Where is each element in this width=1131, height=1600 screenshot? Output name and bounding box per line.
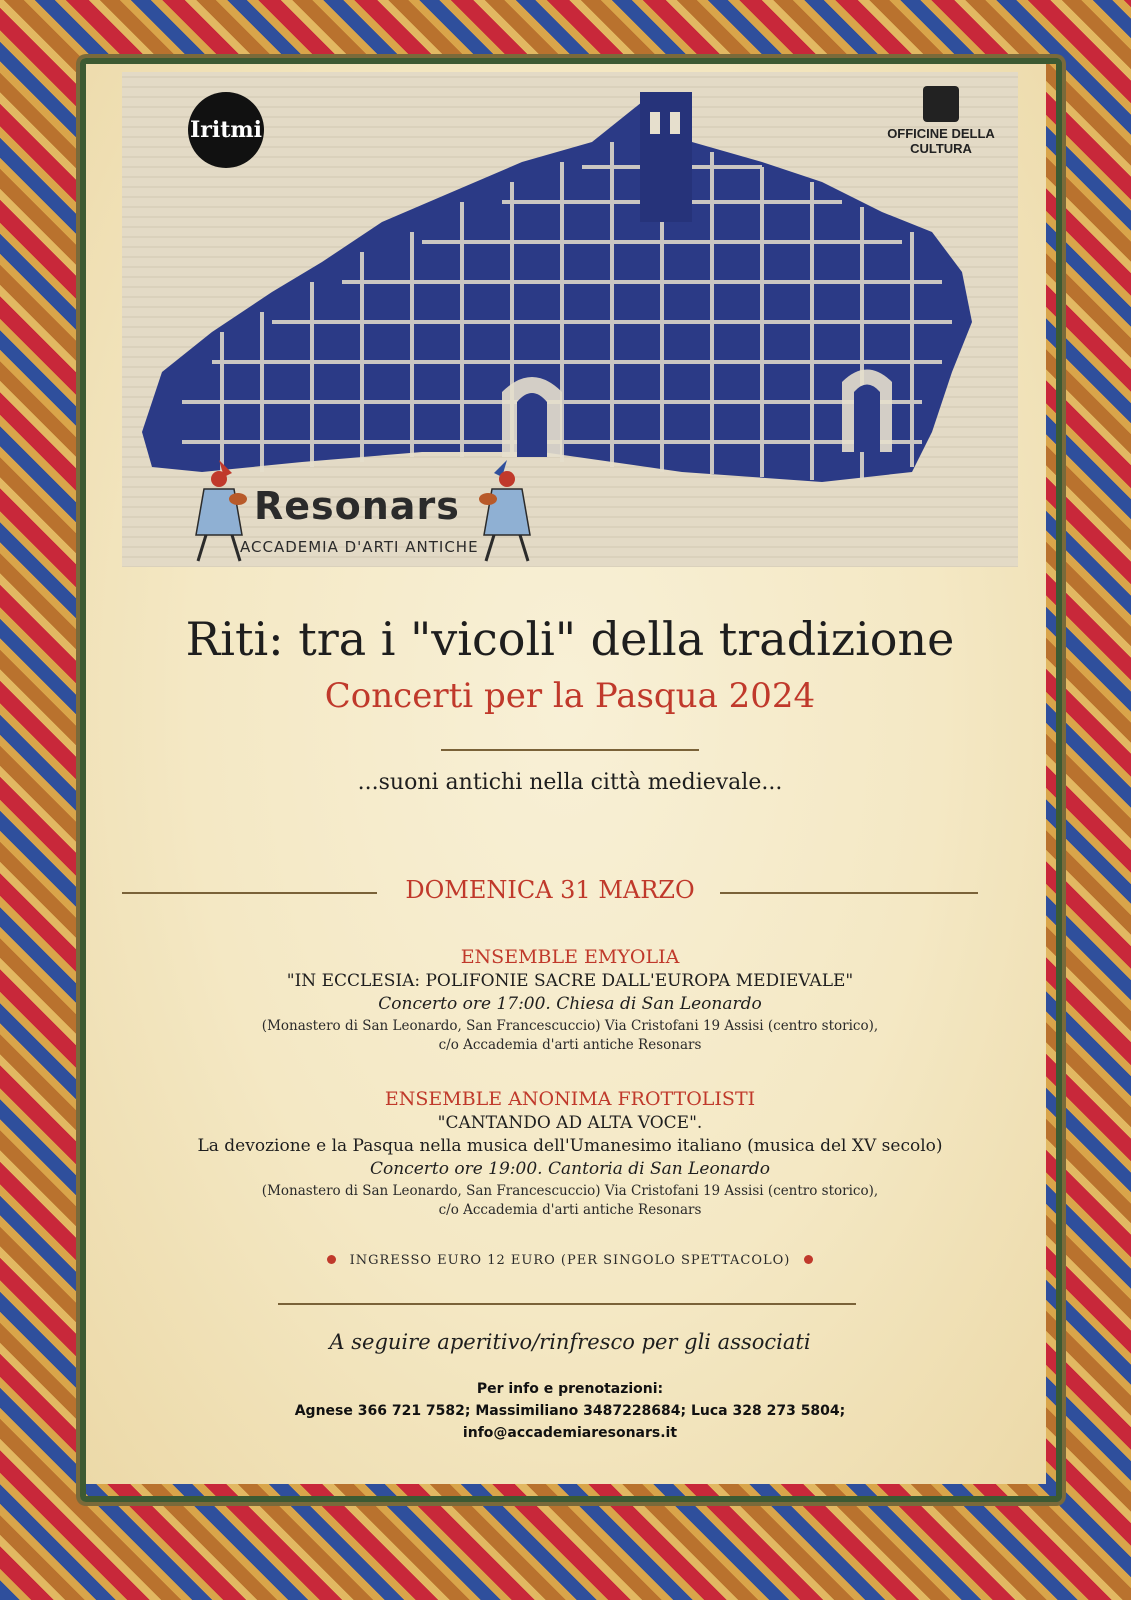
info-email[interactable]: info@accademiaresonars.it — [462, 1425, 678, 1441]
page-title: Riti: tra i "vicoli" della tradizione — [185, 612, 955, 666]
ensemble-name: ENSEMBLE EMYOLIA — [460, 946, 680, 968]
venue-host: c/o Accademia d'arti antiche Resonars — [438, 1037, 702, 1053]
ingresso-price: INGRESSO EURO 12 EURO (PER SINGOLO SPETTACOLO) — [349, 1253, 791, 1268]
info-contacts: Agnese 366 721 7582; Massimiliano 3487228684; Luca 328 273 5804; — [294, 1403, 846, 1419]
concert-time-place: Concerto ore 17:00. Chiesa di San Leonardo — [378, 994, 762, 1014]
officine-mark-icon — [923, 86, 959, 122]
page-subtitle: Concerti per la Pasqua 2024 — [324, 676, 816, 716]
jester-figure-right-icon — [472, 455, 542, 565]
concert-time-place: Concerto ore 19:00. Cantoria di San Leonardo — [369, 1159, 771, 1179]
event-block-2 — [122, 1088, 1018, 1218]
officine-logo-text: OFFICINE DELLA CULTURA — [887, 126, 995, 156]
venue-address: (Monastero di San Leonardo, San Francescuccio) Via Cristofani 19 Assisi (centro storico), — [261, 1183, 879, 1199]
venue-address: (Monastero di San Leonardo, San Francescuccio) Via Cristofani 19 Assisi (centro storico), — [261, 1018, 879, 1034]
ritmi-logo-text: Iritmi — [189, 117, 263, 143]
ingresso-row — [122, 1249, 1018, 1268]
resonars-wordmark: Resonars — [254, 484, 460, 528]
program-title: "IN ECCLESIA: POLIFONIE SACRE DALL'EUROPA MEDIEVALE" — [286, 971, 854, 991]
bullet-dot-icon — [327, 1255, 336, 1264]
program-title: "CANTANDO AD ALTA VOCE". — [437, 1113, 703, 1133]
program-subtitle: La devozione e la Pasqua nella musica dell'Umanesimo italiano (musica del XV secolo) — [197, 1136, 943, 1156]
resonars-subtitle: ACCADEMIA D'ARTI ANTICHE — [240, 538, 479, 556]
divider-short — [441, 749, 699, 751]
bullet-dot-icon — [804, 1255, 813, 1264]
event-date: DOMENICA 31 MARZO — [405, 876, 695, 904]
venue-host: c/o Accademia d'arti antiche Resonars — [438, 1202, 702, 1218]
aperitivo-note: A seguire aperitivo/rinfresco per gli associati — [329, 1330, 811, 1354]
event-block-1 — [122, 946, 1018, 1053]
tagline: ...suoni antichi nella città medievale... — [357, 770, 783, 795]
date-divider-right — [720, 892, 978, 894]
info-heading: Per info e prenotazioni: — [476, 1381, 664, 1397]
divider-long — [278, 1303, 856, 1305]
officine-della-cultura-logo — [866, 86, 1016, 156]
ritmi-logo — [188, 92, 264, 168]
info-block — [122, 1378, 1018, 1444]
ensemble-name: ENSEMBLE ANONIMA FROTTOLISTI — [384, 1088, 756, 1110]
date-row — [122, 876, 978, 910]
